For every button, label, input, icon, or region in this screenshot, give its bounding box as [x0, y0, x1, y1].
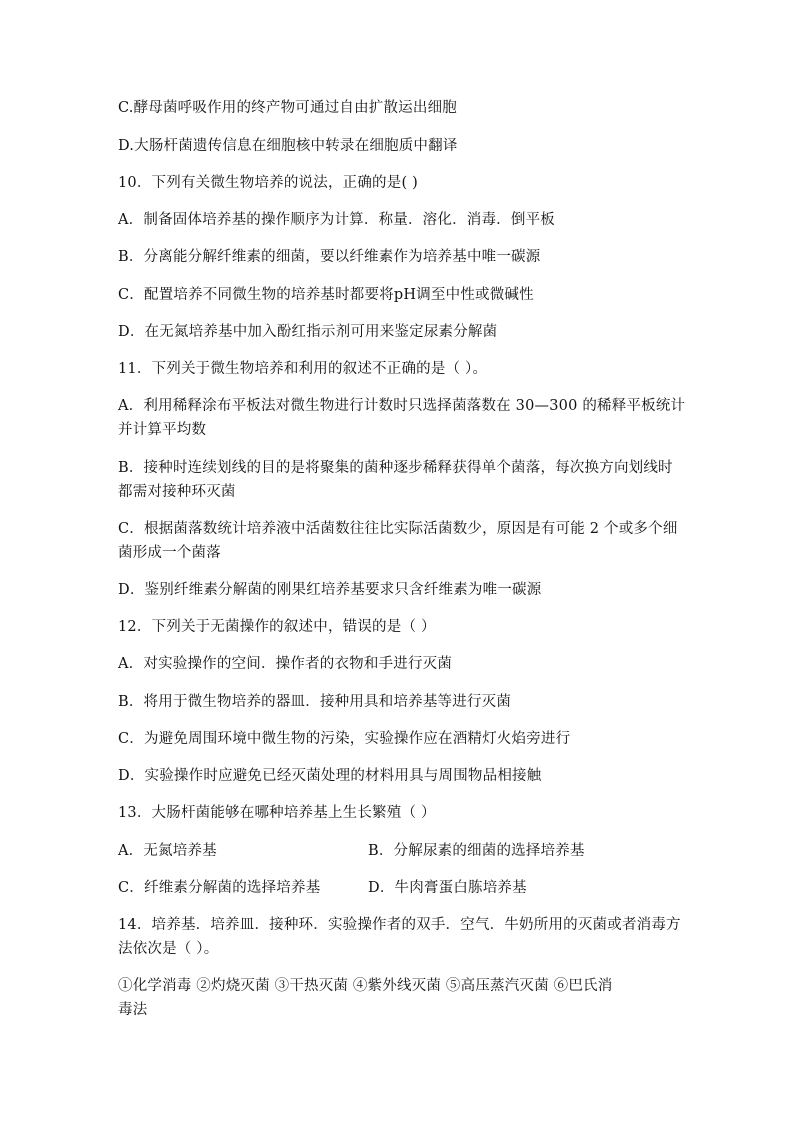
question-13-option-a: A．无氮培养基: [118, 843, 217, 859]
question-14-methods-line2: 毒法: [118, 1002, 148, 1018]
question-12-option-d: D．实验操作时应避免已经灭菌处理的材料用具与周围物品相接触: [118, 768, 542, 784]
question-12-option-a: A．对实验操作的空间．操作者的衣物和手进行灭菌: [118, 656, 453, 672]
question-13-option-d: D．牛肉膏蛋白胨培养基: [368, 880, 527, 896]
question-14-methods-line1: ①化学消毒 ②灼烧灭菌 ③干热灭菌 ④紫外线灭菌 ⑤高压蒸汽灭菌 ⑥巴氏消: [118, 978, 613, 994]
question-10-stem: 10．下列有关微生物培养的说法，正确的是( ): [118, 175, 418, 191]
option-c-prev-question: C.酵母菌呼吸作用的终产物可通过自由扩散运出细胞: [118, 100, 457, 116]
question-10-option-a: A．制备固体培养基的操作顺序为计算．称量．溶化．消毒．倒平板: [118, 212, 555, 228]
question-11-option-a-line2: 并计算平均数: [118, 422, 207, 438]
question-14-stem-line2: 法依次是（ ）。: [118, 941, 219, 957]
question-14-stem-line1: 14．培养基．培养皿．接种环．实验操作者的双手．空气．牛奶所用的灭菌或者消毒方: [118, 917, 681, 933]
question-13-stem: 13．大肠杆菌能够在哪种培养基上生长繁殖（ ）: [118, 805, 436, 821]
question-11-option-b-line1: B．接种时连续划线的目的是将聚集的菌种逐步稀释获得单个菌落，每次换方向划线时: [118, 460, 673, 476]
question-12-stem: 12．下列关于无菌操作的叙述中，错误的是（ ）: [118, 619, 436, 635]
question-10-option-c: C．配置培养不同微生物的培养基时都要将pH调至中性或微碱性: [118, 287, 534, 303]
question-13-option-c: C．纤维素分解菌的选择培养基: [118, 880, 321, 896]
question-10-option-d: D．在无氮培养基中加入酚红指示剂可用来鉴定尿素分解菌: [118, 324, 498, 340]
question-12-option-b: B．将用于微生物培养的器皿．接种用具和培养基等进行灭菌: [118, 694, 512, 710]
question-11-option-a-line1: A．利用稀释涂布平板法对微生物进行计数时只选择菌落数在 30—300 的稀释平板统计: [118, 398, 686, 414]
question-11-option-c-line2: 菌形成一个菌落: [118, 545, 221, 561]
question-11-option-b-line2: 都需对接种环灭菌: [118, 484, 236, 500]
question-13-option-b: B．分解尿素的细菌的选择培养基: [368, 843, 585, 859]
question-11-stem: 11．下列关于微生物培养和利用的叙述不正确的是（ ）。: [118, 361, 488, 377]
question-12-option-c: C．为避免周围环境中微生物的污染，实验操作应在酒精灯火焰旁进行: [118, 731, 571, 747]
question-11-option-c-line1: C．根据菌落数统计培养液中活菌数往往比实际活菌数少，原因是有可能 2 个或多个细: [118, 521, 678, 537]
question-10-option-b: B．分离能分解纤维素的细菌，要以纤维素作为培养基中唯一碳源: [118, 249, 541, 265]
question-11-option-d: D．鉴别纤维素分解菌的刚果红培养基要求只含纤维素为唯一碳源: [118, 582, 542, 598]
option-d-prev-question: D.大肠杆菌遗传信息在细胞核中转录在细胞质中翻译: [118, 138, 458, 154]
